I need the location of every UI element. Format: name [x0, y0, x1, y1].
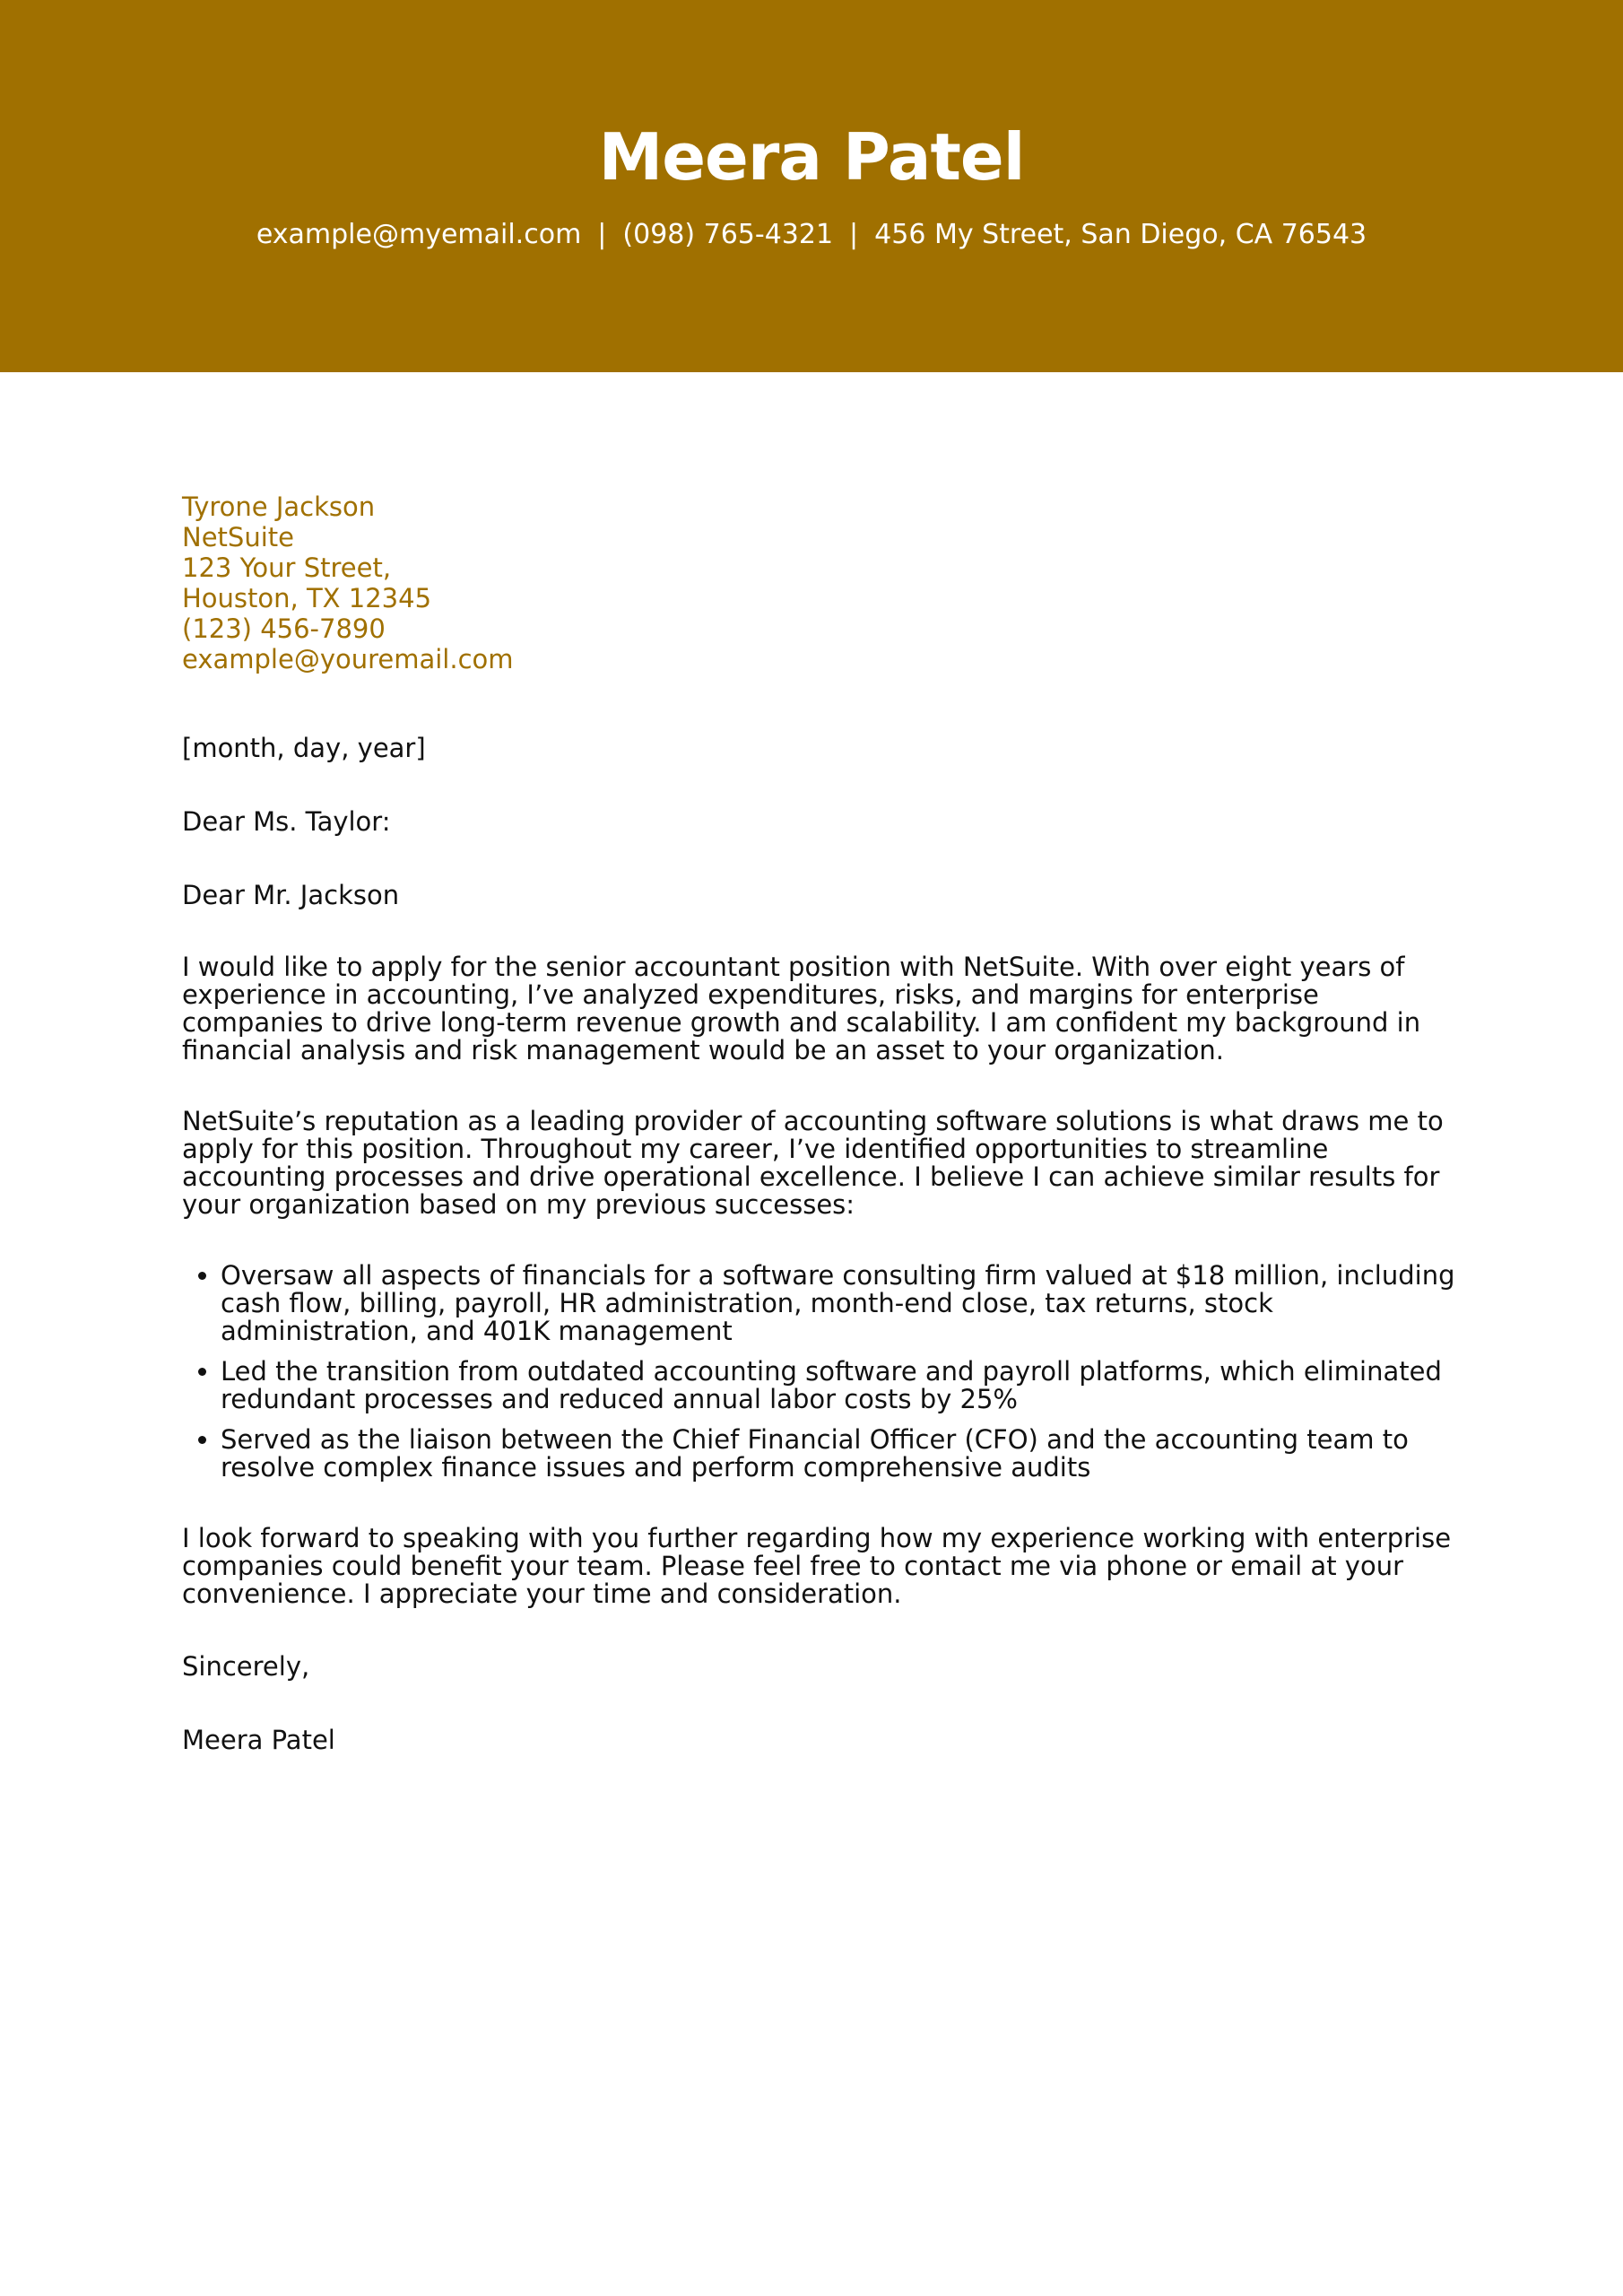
achievement-item: • Led the transition from outdated accounting software and payroll platforms, which eliminated redundant processes and reduced annual labor costs by 25% — [221, 1358, 1455, 1413]
recipient-street: 123 Your Street, — [182, 552, 392, 583]
header-banner — [0, 0, 1623, 372]
recipient-email: example@youremail.com — [182, 644, 514, 674]
paragraph-closing: I look forward to speaking with you further regarding how my experience working with enterprise companies could benefit your team. Please feel free to contact me via phone or email at your convenience. I appreciate your time and consideration. — [182, 1523, 1452, 1609]
paragraph-intro: I would like to apply for the senior accountant position with NetSuite. With over eight years of experience in accounting, I’ve analyzed expenditures, risks, and margins for enterprise companies to drive long-term revenue growth and scalability. I am confident my background in financial analysis and risk management would be an asset to your organization. — [182, 952, 1421, 1065]
closing-phrase: Sincerely, — [182, 1651, 310, 1682]
salutation-secondary: Dear Mr. Jackson — [182, 880, 400, 910]
salutation: Dear Ms. Taylor: — [182, 806, 391, 837]
achievements-list — [182, 1262, 1455, 1482]
recipient-company: NetSuite — [182, 522, 294, 552]
letter-date: [month, day, year] — [182, 733, 426, 763]
sender-address: 456 My Street, San Diego, CA 76543 — [874, 219, 1367, 250]
contact-separator: | — [849, 219, 859, 250]
sender-name: Meera Patel — [598, 119, 1025, 195]
letter-body — [182, 491, 1455, 1755]
sender-email: example@myemail.com — [256, 219, 582, 250]
recipient-phone: (123) 456-7890 — [182, 613, 386, 644]
contact-separator: | — [597, 219, 607, 250]
achievement-item: • Oversaw all aspects of financials for a software consulting firm valued at $18 million, including cash flow, billing, payroll, HR administration, month-end close, tax returns, stock administration, and 401K management — [221, 1262, 1455, 1345]
recipient-name: Tyrone Jackson — [182, 491, 376, 522]
recipient-city: Houston, TX 12345 — [182, 583, 432, 613]
signature-name: Meera Patel — [182, 1725, 335, 1755]
paragraph-motivation: NetSuite’s reputation as a leading provider of accounting software solutions is what draws me to apply for this position. Throughout my career, I’ve identified opportunities to streamline accounting processes and drive operational excellence. I believe I can achieve similar results for your organization based on my previous successes: — [182, 1106, 1444, 1220]
sender-contact-line — [0, 217, 1623, 253]
sender-phone: (098) 765-4321 — [622, 219, 834, 250]
recipient-block — [182, 491, 1455, 674]
achievement-item: • Served as the liaison between the Chief Financial Officer (CFO) and the accounting team to resolve complex finance issues and perform comprehensive audits — [221, 1426, 1455, 1482]
